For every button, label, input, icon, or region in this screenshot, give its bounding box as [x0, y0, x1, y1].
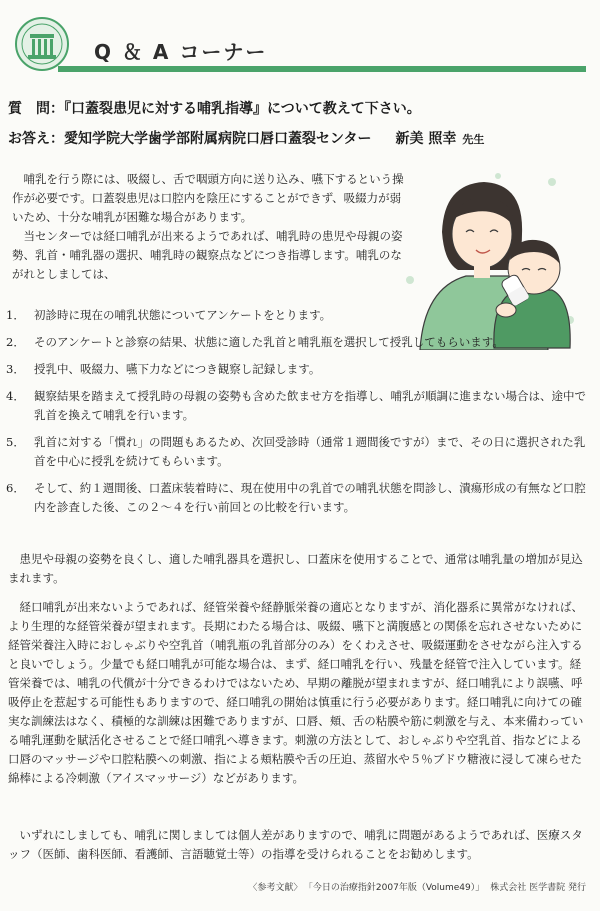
header-rule — [58, 66, 586, 72]
step-number: 6． — [6, 481, 25, 495]
feeding-steps-list — [6, 306, 590, 525]
step-number: 4． — [6, 389, 25, 403]
list-item — [6, 479, 590, 517]
reference-label: 〈参考文献〉 — [248, 883, 303, 893]
doctor-suffix: 先生 — [462, 133, 485, 146]
step-text: 授乳中、吸綴力、嚥下力などにつき観察し記録します。 — [34, 362, 321, 376]
step-number: 5． — [6, 435, 25, 449]
step-text: そのアンケートと診察の結果、状態に適した乳首と哺乳瓶を選択して授乳してもらいます。 — [34, 335, 504, 349]
step-text: 初診時に現在の哺乳状態についてアンケートをとります。 — [34, 308, 332, 322]
step-text: 乳首に対する「慣れ」の問題もあるため、次回受診時（通常１週間後ですが）まで、その日に選択された乳首を中心に授乳を続けてもらいます。 — [34, 435, 586, 468]
question-line: 質 問：『口蓋裂患児に対する哺乳指導』について教えて下さい。 — [8, 101, 421, 117]
list-item — [6, 387, 590, 425]
column-logo-icon — [14, 16, 70, 72]
step-number: 1． — [6, 308, 25, 322]
list-item — [6, 333, 590, 352]
reference-book: 「今日の治療指針2007年版（Volume49）」 — [308, 883, 485, 893]
intro-text — [12, 170, 407, 284]
step-text: そして、約１週間後、口蓋床装着時に、現在使用中の乳首での哺乳状態を問診し、潰瘍形成の有無など口腔内を診査した後、この２〜４を行い前回との比較を行います。 — [34, 481, 586, 514]
section-header — [14, 16, 586, 78]
doctor-name: 新美 照幸 — [395, 131, 457, 147]
intro-paragraph: 当センターでは経口哺乳が出来るようであれば、哺乳時の患児や母親の姿勢、乳首・哺乳器の選択、哺乳時の観察点などにつき指導します。哺乳のながれとしましては、 — [12, 229, 403, 281]
list-item — [6, 433, 590, 471]
step-number: 2． — [6, 335, 25, 349]
answer-line — [8, 128, 592, 148]
list-item — [6, 306, 590, 325]
reference-publisher: 株式会社 医学書院 発行 — [490, 883, 586, 893]
intro-paragraph: 哺乳を行う際には、吸綴し、舌で咽頭方向に送り込み、嚥下するという操作が必要です。口蓋裂患児は口腔内を陰圧にすることができず、吸綴力が弱いため、十分な哺乳が困難な場合があります。 — [12, 172, 404, 224]
reference-footer — [242, 880, 586, 893]
page-title: Q ＆ A コーナー — [94, 40, 268, 64]
list-item — [6, 360, 590, 379]
step-number: 3． — [6, 362, 25, 376]
body-paragraph: 患児や母親の姿勢を良くし、適した哺乳器具を選択し、口蓋床を使用することで、通常は哺乳量の増加が見込まれます。 — [8, 552, 583, 585]
step-text: 観察結果を踏まえて授乳時の母親の姿勢も含めた飲ませ方を指導し、哺乳が順調に進まない場合は、途中で乳首を換えて哺乳を行います。 — [34, 389, 586, 422]
body-paragraph: 経口哺乳が出来ないようであれば、経管栄養や経静脈栄養の適応となりますが、消化器系に異常がなければ、より生理的な経管栄養が望まれます。長期にわたる場合は、吸綴、嚥下と満腹感との関係を忘れさせないために経管栄養注入時におしゃぶりや空乳首（哺乳瓶の乳首部分のみ）をくわえさせ、吸綴運動をさせながら注入すると良いでしょう。少量でも経口哺乳が可能な場合は、まず、経口哺乳を行い、残量を経管で注入しています。経管栄養では、哺乳の代償が十分できるわけではないため、早期の離脱が望まれますが、経口哺乳により誤嚥、呼吸停止を惹起する可能性もありますので、経口哺乳の開始は慎重に行う必要があります。経口哺乳に向けての確実な訓練法はなく、積極的な訓練は困難でありますが、口唇、頬、舌の粘膜や筋に刺激を与え、本来備わっている哺乳運動を賦活化させることで経口哺乳へ導きます。刺激の方法として、おしゃぶりや空乳首、指などによる口唇のマッサージや口腔粘膜への刺激、指による頬粘膜や舌の圧迫、蒸留水や５％ブドウ糖液に浸して凍らせた綿棒による冷刺激（アイスマッサージ）などがあります。 — [8, 600, 584, 785]
body-paragraph: いずれにしましても、哺乳に関しましては個人差がありますので、哺乳に問題があるようであれば、医療スタッフ（医師、歯科医師、看護師、言語聴覚士等）の指導を受けられることをお勧めします。 — [8, 828, 583, 861]
answer-label: お答え：愛知学院大学歯学部附属病院口唇口蓋裂センター — [8, 131, 372, 147]
